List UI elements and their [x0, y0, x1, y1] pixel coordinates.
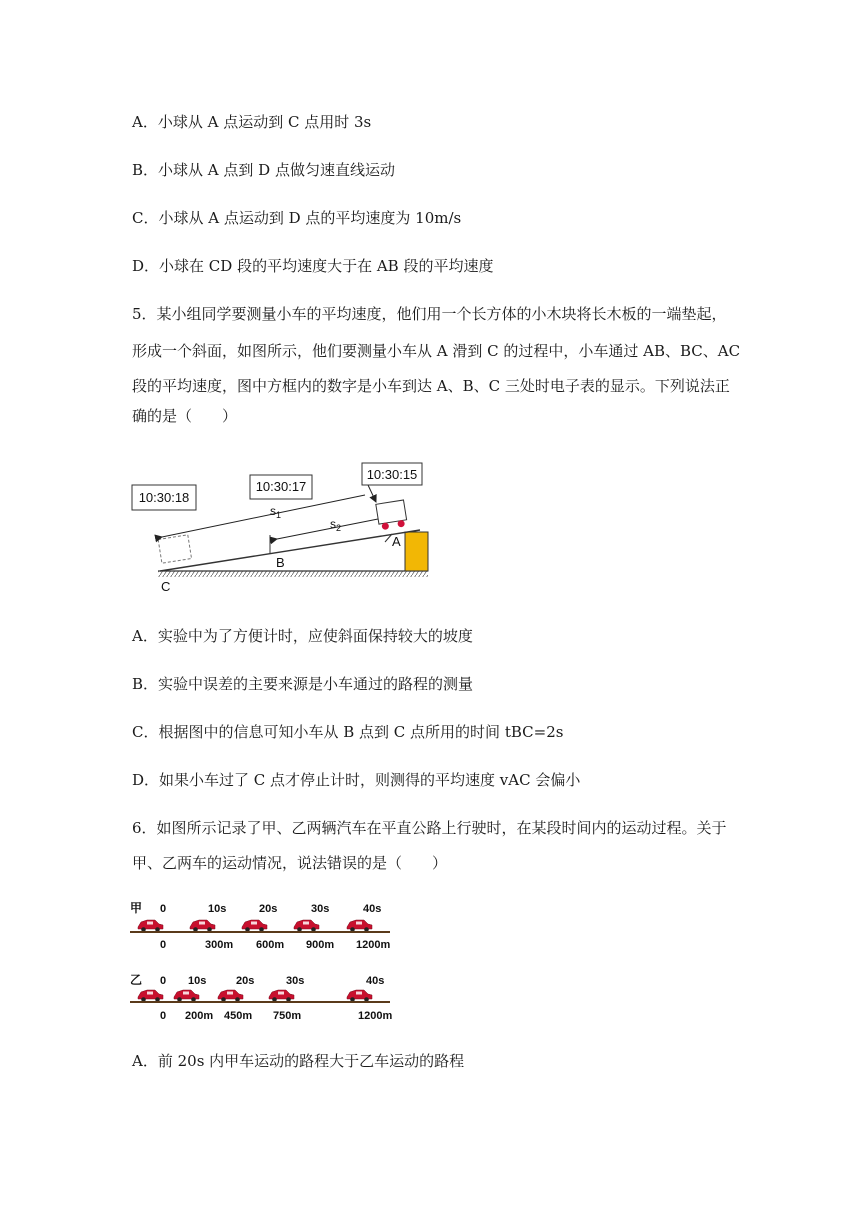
yi-dist-1: 200m	[185, 1010, 214, 1022]
jia-car-4	[347, 920, 372, 932]
label-a: A	[392, 534, 401, 549]
yi-time-1: 10s	[188, 975, 207, 987]
jia-dist-2: 600m	[256, 939, 285, 951]
ground-hatch	[158, 571, 428, 577]
jia-dist-1: 300m	[205, 939, 234, 951]
jia-car-0	[138, 920, 163, 932]
label-b: B	[276, 555, 285, 570]
jia-label: 甲	[130, 901, 143, 915]
yi-label: 乙	[130, 973, 143, 987]
jia-time-3: 30s	[311, 903, 330, 915]
jia-time-0: 0	[160, 903, 167, 915]
q5-stem-line-3: 段的平均速度，图中方框内的数字是小车到达 A、B、C 三处时电子表的显示。下列说法正	[132, 377, 730, 395]
q6-stem-line-1: 6．如图所示记录了甲、乙两辆汽车在平直公路上行驶时，在某段时间内的运动过程。关于	[132, 819, 727, 837]
yi-car-1	[174, 990, 199, 1002]
incline-figure	[120, 455, 450, 600]
jia-time-1: 10s	[208, 903, 227, 915]
jia-dist-3: 900m	[306, 939, 335, 951]
label-s2: $s_2$	[330, 517, 342, 533]
time-a: 10:30:15	[366, 467, 418, 482]
q5-option-a: A．实验中为了方便计时，应使斜面保持较大的坡度	[132, 627, 473, 645]
q4-option-a: A．小球从 A 点运动到 C 点用时 3s	[132, 113, 372, 131]
q5-stem-line-4: 确的是（ ）	[132, 407, 238, 425]
yi-dist-0: 0	[160, 1010, 167, 1022]
time-a-pointer	[368, 485, 376, 502]
support-block	[405, 532, 428, 571]
yi-car-2	[218, 990, 243, 1002]
label-c: C	[161, 579, 171, 594]
yi-dist-4: 1200m	[358, 1010, 393, 1022]
car-at-c-dashed	[158, 535, 191, 563]
q4-option-d: D．小球在 CD 段的平均速度大于在 AB 段的平均速度	[132, 257, 494, 275]
cars-figure	[128, 895, 403, 1027]
q6-option-a: A．前 20s 内甲车运动的路程大于乙车运动的路程	[132, 1052, 465, 1070]
yi-car-4	[347, 990, 372, 1002]
time-c: 10:30:18	[138, 490, 190, 505]
label-s1: $s_1$	[270, 504, 282, 520]
q4-option-c: C．小球从 A 点运动到 D 点的平均速度为 10m/s	[132, 209, 462, 227]
jia-car-3	[294, 920, 319, 932]
yi-car-3	[269, 990, 294, 1002]
yi-dist-3: 750m	[273, 1010, 302, 1022]
q5-stem-line-1: 5．某小组同学要测量小车的平均速度，他们用一个长方体的小木块将长木板的一端垫起，	[132, 305, 727, 323]
yi-time-3: 30s	[286, 975, 305, 987]
yi-car-0	[138, 990, 163, 1002]
q5-option-b: B．实验中误差的主要来源是小车通过的路程的测量	[132, 675, 474, 693]
jia-car-2	[242, 920, 267, 932]
q5-stem-line-2: 形成一个斜面，如图所示，他们要测量小车从 A 滑到 C 的过程中，小车通过 AB、BC、AC	[132, 342, 741, 360]
q4-option-b: B．小球从 A 点到 D 点做匀速直线运动	[132, 161, 395, 179]
q5-option-d: D．如果小车过了 C 点才停止计时，则测得的平均速度 vAC 会偏小	[132, 771, 581, 789]
car-at-a	[376, 500, 408, 531]
time-b: 10:30:17	[255, 479, 307, 494]
q6-stem-line-2: 甲、乙两车的运动情况，说法错误的是（ ）	[132, 854, 448, 872]
yi-time-2: 20s	[236, 975, 255, 987]
yi-dist-2: 450m	[224, 1010, 253, 1022]
yi-time-0: 0	[160, 975, 167, 987]
jia-time-2: 20s	[259, 903, 278, 915]
s2-arrow	[277, 519, 378, 539]
jia-dist-0: 0	[160, 939, 167, 951]
jia-time-4: 40s	[363, 903, 382, 915]
yi-time-4: 40s	[366, 975, 385, 987]
jia-dist-4: 1200m	[356, 939, 391, 951]
jia-car-1	[190, 920, 215, 932]
q5-option-c: C．根据图中的信息可知小车从 B 点到 C 点所用的时间 tBC=2s	[132, 723, 564, 741]
